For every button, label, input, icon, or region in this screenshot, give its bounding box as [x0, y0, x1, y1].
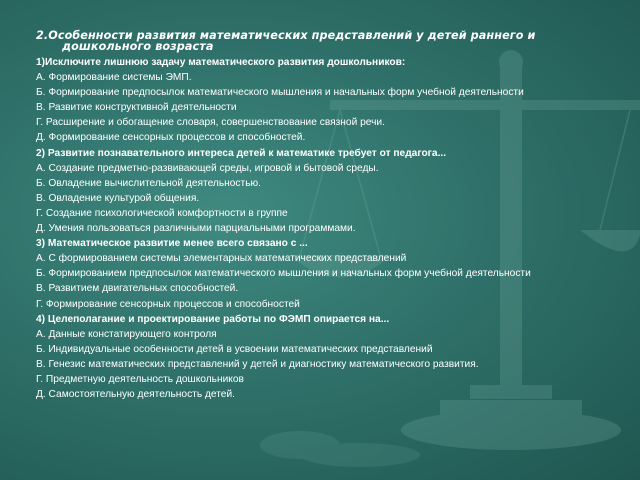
- option-4c: В. Генезис математических представлений у детей и диагностику математического развития.: [36, 358, 479, 370]
- option-1a: А. Формирование системы ЭМП.: [36, 72, 192, 84]
- option-1c: В. Развитие конструктивной деятельности: [36, 102, 237, 114]
- title-line-2: дошкольного возраста: [62, 40, 214, 53]
- option-2c: В. Овладение культурой общения.: [36, 192, 200, 204]
- option-3b: Б. Формированием предпосылок математического мышления и начальных форм учебной деятельности: [36, 268, 531, 280]
- question-4: 4) Целеполагание и проектирование работы по ФЭМП опирается на...: [36, 313, 390, 325]
- title-line-1: 2.Особенности развития математических представлений у детей раннего и: [36, 29, 536, 42]
- option-2a: А. Создание предметно-развивающей среды, игровой и бытовой среды.: [36, 162, 379, 174]
- option-2b: Б. Овладение вычислительной деятельностью.: [36, 177, 261, 189]
- option-3d: Г. Формирование сенсорных процессов и способностей: [36, 298, 300, 310]
- option-1b: Б. Формирование предпосылок математического мышления и начальных форм учебной деятельности: [36, 87, 524, 99]
- question-1: 1)Исключите лишнюю задачу математического развития дошкольников:: [36, 57, 406, 68]
- question-3: 3) Математическое развитие менее всего связано с ...: [36, 238, 308, 250]
- question-list: [36, 55, 596, 402]
- option-4e: Д. Самостоятельную деятельность детей.: [36, 389, 235, 401]
- slide-title: [36, 30, 596, 52]
- slide-content: [36, 30, 596, 402]
- option-3a: А. С формированием системы элементарных математических представлений: [36, 253, 407, 265]
- option-2e: Д. Умения пользоваться различными парциальными программами.: [36, 223, 356, 235]
- question-2: 2) Развитие познавательного интереса детей к математике требует от педагога...: [36, 147, 447, 159]
- option-4a: А. Данные констатирующего контроля: [36, 328, 217, 340]
- option-2d: Г. Создание психологической комфортности в группе: [36, 207, 288, 219]
- option-4b: Б. Индивидуальные особенности детей в усвоении математических представлений: [36, 343, 433, 355]
- option-3c: В. Развитием двигательных способностей.: [36, 283, 239, 295]
- option-1e: Д. Формирование сенсорных процессов и способностей.: [36, 132, 306, 144]
- option-1d: Г. Расширение и обогащение словаря, совершенствование связной речи.: [36, 117, 385, 129]
- option-4d: Г. Предметную деятельность дошкольников: [36, 373, 244, 385]
